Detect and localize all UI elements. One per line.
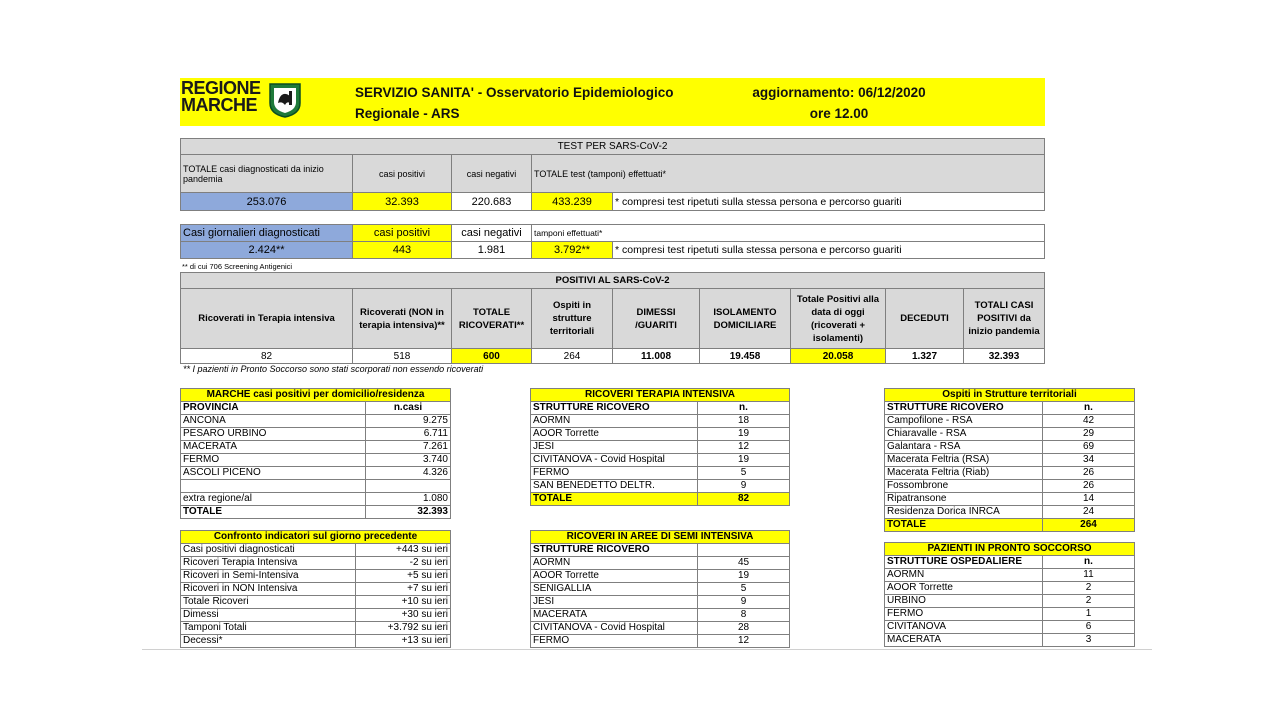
confronto-row <box>181 635 451 648</box>
intensiva-row-value: 19 <box>698 454 790 467</box>
ospiti-row-value: 29 <box>1043 428 1135 441</box>
province-row-value: 1.080 <box>366 493 451 506</box>
intensiva-title: RICOVERI TERAPIA INTENSIVA <box>531 389 790 402</box>
province-total-label: TOTALE <box>181 506 366 519</box>
semi-row <box>531 635 790 648</box>
intensiva-row-name: JESI <box>531 441 698 454</box>
ospiti-table <box>884 388 1135 532</box>
intensiva-total-label: TOTALE <box>531 493 698 506</box>
pos-value-non-intensiva: 518 <box>353 349 452 364</box>
pronto-title: PAZIENTI IN PRONTO SOCCORSO <box>885 543 1135 556</box>
intensiva-row-value: 12 <box>698 441 790 454</box>
semi-intensiva-table <box>530 530 790 648</box>
confronto-row <box>181 583 451 596</box>
pos-value-totale-positivi: 20.058 <box>791 349 886 364</box>
province-row-name: FERMO <box>181 454 366 467</box>
province-total-value: 32.393 <box>366 506 451 519</box>
province-header-value: n.casi <box>366 402 451 415</box>
semi-row-value: 28 <box>698 622 790 635</box>
intensiva-row-name: CIVITANOVA - Covid Hospital <box>531 454 698 467</box>
intensiva-row <box>531 415 790 428</box>
intensiva-row <box>531 467 790 480</box>
semi-header-name: STRUTTURE RICOVERO <box>531 544 698 557</box>
province-row-value: 7.261 <box>366 441 451 454</box>
intensiva-header-value: n. <box>698 402 790 415</box>
confronto-table <box>180 530 451 648</box>
ospiti-row <box>885 467 1135 480</box>
ospiti-row-value: 26 <box>1043 467 1135 480</box>
pos-header-isolamento: ISOLAMENTO DOMICILIARE <box>700 289 791 349</box>
confronto-row <box>181 570 451 583</box>
intensiva-header-name: STRUTTURE RICOVERO <box>531 402 698 415</box>
test-value-tamponi: 433.239 <box>532 193 613 211</box>
pronto-row-name: FERMO <box>885 608 1043 621</box>
confronto-row-value: +10 su ieri <box>356 596 451 609</box>
ospiti-total-value: 264 <box>1043 519 1135 532</box>
confronto-row-value: +5 su ieri <box>356 570 451 583</box>
page-bottom-divider <box>142 649 1152 650</box>
confronto-row-name: Ricoveri in NON Intensiva <box>181 583 356 596</box>
province-row <box>181 428 451 441</box>
intensiva-row-value: 19 <box>698 428 790 441</box>
confronto-row-name: Ricoveri Terapia Intensiva <box>181 557 356 570</box>
ospiti-row <box>885 454 1135 467</box>
ospiti-header-value: n. <box>1043 402 1135 415</box>
confronto-row <box>181 557 451 570</box>
daily-header-casi: Casi giornalieri diagnosticati <box>181 225 353 242</box>
pos-value-deceduti: 1.327 <box>886 349 964 364</box>
semi-row <box>531 557 790 570</box>
pos-value-totali-casi: 32.393 <box>964 349 1045 364</box>
intensiva-table <box>530 388 790 506</box>
update-time: ore 12.00 <box>809 106 869 121</box>
province-row-name: ASCOLI PICENO <box>181 467 366 480</box>
title-line-2: Regionale - ARS <box>355 106 460 121</box>
confronto-row <box>181 622 451 635</box>
confronto-row-name: Dimessi <box>181 609 356 622</box>
intensiva-row <box>531 480 790 493</box>
pos-value-intensiva: 82 <box>181 349 353 364</box>
confronto-row-value: +7 su ieri <box>356 583 451 596</box>
province-title: MARCHE casi positivi per domicilio/residenza <box>181 389 451 402</box>
pos-header-totale-ricoverati: TOTALE RICOVERATI** <box>452 289 532 349</box>
semi-row <box>531 570 790 583</box>
semi-row-value: 8 <box>698 609 790 622</box>
pos-value-isolamento: 19.458 <box>700 349 791 364</box>
confronto-row-value: +443 su ieri <box>356 544 451 557</box>
confronto-row <box>181 596 451 609</box>
positivi-title: POSITIVI AL SARS-CoV-2 <box>181 273 1045 289</box>
province-row-value: 6.711 <box>366 428 451 441</box>
ospiti-total-label: TOTALE <box>885 519 1043 532</box>
ospiti-row <box>885 493 1135 506</box>
pos-header-intensiva: Ricoverati in Terapia intensiva <box>181 289 353 349</box>
pronto-header-value: n. <box>1043 556 1135 569</box>
ospiti-row-value: 14 <box>1043 493 1135 506</box>
pronto-header-name: STRUTTURE OSPEDALIERE <box>885 556 1043 569</box>
ospiti-row-name: Galantara - RSA <box>885 441 1043 454</box>
province-row-name: MACERATA <box>181 441 366 454</box>
province-row-name <box>181 480 366 493</box>
semi-row <box>531 622 790 635</box>
update-timestamp <box>744 82 934 124</box>
logo-line-2: MARCHE <box>181 95 257 115</box>
intensiva-row-value: 9 <box>698 480 790 493</box>
intensiva-row-name: FERMO <box>531 467 698 480</box>
pronto-row <box>885 569 1135 582</box>
pronto-row-value: 1 <box>1043 608 1135 621</box>
intensiva-total-value: 82 <box>698 493 790 506</box>
intensiva-row <box>531 441 790 454</box>
pronto-row-name: MACERATA <box>885 634 1043 647</box>
update-date: aggiornamento: 06/12/2020 <box>752 85 926 100</box>
pronto-soccorso-table <box>884 542 1135 647</box>
daily-value-negativi: 1.981 <box>452 242 532 259</box>
pronto-row-name: URBINO <box>885 595 1043 608</box>
semi-row-name: AORMN <box>531 557 698 570</box>
intensiva-row <box>531 428 790 441</box>
title-line-1: SERVIZIO SANITA' - Osservatorio Epidemiologico <box>355 85 674 100</box>
test-header-negativi: casi negativi <box>452 155 532 193</box>
screening-footnote: ** di cui 706 Screening Antigenici <box>182 262 293 271</box>
confronto-row-name: Decessi* <box>181 635 356 648</box>
semi-row <box>531 609 790 622</box>
ospiti-row-name: Macerata Feltria (Riab) <box>885 467 1043 480</box>
intensiva-row-value: 18 <box>698 415 790 428</box>
test-header-tamponi: TOTALE test (tamponi) effettuati* <box>532 155 1045 193</box>
ospiti-row-value: 34 <box>1043 454 1135 467</box>
confronto-row-name: Totale Ricoveri <box>181 596 356 609</box>
semi-row-name: JESI <box>531 596 698 609</box>
ospiti-row <box>885 415 1135 428</box>
ospiti-row-value: 26 <box>1043 480 1135 493</box>
ospiti-row-name: Macerata Feltria (RSA) <box>885 454 1043 467</box>
pronto-row-value: 2 <box>1043 582 1135 595</box>
ospiti-row-value: 24 <box>1043 506 1135 519</box>
daily-header-tamponi: tamponi effettuati* <box>532 225 1045 242</box>
semi-row-value: 12 <box>698 635 790 648</box>
test-table-title: TEST PER SARS-CoV-2 <box>181 139 1045 155</box>
daily-header-positivi: casi positivi <box>353 225 452 242</box>
semi-row-name: AOOR Torrette <box>531 570 698 583</box>
ospiti-title: Ospiti in Strutture territoriali <box>885 389 1135 402</box>
pos-header-deceduti: DECEDUTI <box>886 289 964 349</box>
province-row-value <box>366 480 451 493</box>
pronto-soccorso-note: ** I pazienti in Pronto Soccorso sono stati scorporati non essendo ricoverati <box>183 364 484 374</box>
pronto-row-value: 3 <box>1043 634 1135 647</box>
semi-row <box>531 596 790 609</box>
test-value-totale: 253.076 <box>181 193 353 211</box>
daily-value-casi: 2.424** <box>181 242 353 259</box>
intensiva-row-value: 5 <box>698 467 790 480</box>
province-row <box>181 493 451 506</box>
ospiti-row <box>885 441 1135 454</box>
ospiti-row-name: Fossombrone <box>885 480 1043 493</box>
pos-header-dimessi: DIMESSI /GUARITI <box>613 289 700 349</box>
intensiva-row-name: SAN BENEDETTO DELTR. <box>531 480 698 493</box>
confronto-row-value: +30 su ieri <box>356 609 451 622</box>
ospiti-row <box>885 506 1135 519</box>
daily-header-negativi: casi negativi <box>452 225 532 242</box>
semi-row-name: CIVITANOVA - Covid Hospital <box>531 622 698 635</box>
pos-value-totale-ricoverati: 600 <box>452 349 532 364</box>
logo-line-1: REGIONE <box>181 78 261 98</box>
confronto-title: Confronto indicatori sul giorno precedente <box>181 531 451 544</box>
test-value-negativi: 220.683 <box>452 193 532 211</box>
semi-header-value <box>698 544 790 557</box>
ospiti-row-name: Campofilone - RSA <box>885 415 1043 428</box>
confronto-row-name: Casi positivi diagnosticati <box>181 544 356 557</box>
ospiti-row-value: 69 <box>1043 441 1135 454</box>
test-value-positivi: 32.393 <box>353 193 452 211</box>
test-header-positivi: casi positivi <box>353 155 452 193</box>
semi-row-value: 45 <box>698 557 790 570</box>
test-table <box>180 138 1045 211</box>
pronto-row-name: CIVITANOVA <box>885 621 1043 634</box>
province-row <box>181 415 451 428</box>
province-row-value: 3.740 <box>366 454 451 467</box>
pos-header-totali-casi: TOTALI CASI POSITIVI da inizio pandemia <box>964 289 1045 349</box>
daily-value-positivi: 443 <box>353 242 452 259</box>
ospiti-row <box>885 480 1135 493</box>
confronto-row-value: +13 su ieri <box>356 635 451 648</box>
semi-row-value: 9 <box>698 596 790 609</box>
daily-note: * compresi test ripetuti sulla stessa persona e percorso guariti <box>613 242 1045 259</box>
province-row-name: extra regione/al <box>181 493 366 506</box>
pos-value-ospiti: 264 <box>532 349 613 364</box>
semi-row <box>531 583 790 596</box>
pronto-row-value: 6 <box>1043 621 1135 634</box>
province-row <box>181 454 451 467</box>
ospiti-row-name: Chiaravalle - RSA <box>885 428 1043 441</box>
pronto-row-value: 11 <box>1043 569 1135 582</box>
ospiti-row-name: Ripatransone <box>885 493 1043 506</box>
confronto-row <box>181 609 451 622</box>
province-row-value: 4.326 <box>366 467 451 480</box>
pos-header-non-intensiva: Ricoverati (NON in terapia intensiva)** <box>353 289 452 349</box>
pronto-row <box>885 621 1135 634</box>
ospiti-row-name: Residenza Dorica INRCA <box>885 506 1043 519</box>
ospiti-row <box>885 428 1135 441</box>
intensiva-row-name: AOOR Torrette <box>531 428 698 441</box>
semi-row-value: 19 <box>698 570 790 583</box>
positivi-table <box>180 272 1045 364</box>
semi-title: RICOVERI IN AREE DI SEMI INTENSIVA <box>531 531 790 544</box>
semi-row-value: 5 <box>698 583 790 596</box>
pronto-row-name: AOOR Torrette <box>885 582 1043 595</box>
semi-row-name: MACERATA <box>531 609 698 622</box>
intensiva-row <box>531 454 790 467</box>
ospiti-row-value: 42 <box>1043 415 1135 428</box>
province-row <box>181 467 451 480</box>
pronto-row-name: AORMN <box>885 569 1043 582</box>
test-header-totale: TOTALE casi diagnosticati da inizio pandemia <box>181 155 353 193</box>
pronto-row <box>885 595 1135 608</box>
confronto-row-name: Tamponi Totali <box>181 622 356 635</box>
daily-value-tamponi: 3.792** <box>532 242 613 259</box>
confronto-row-value: +3.792 su ieri <box>356 622 451 635</box>
confronto-row <box>181 544 451 557</box>
test-note: * compresi test ripetuti sulla stessa persona e percorso guariti <box>613 193 1045 211</box>
semi-row-name: SENIGALLIA <box>531 583 698 596</box>
pronto-row <box>885 608 1135 621</box>
report-title <box>355 82 674 124</box>
pos-value-dimessi: 11.008 <box>613 349 700 364</box>
pronto-row-value: 2 <box>1043 595 1135 608</box>
region-logo-text <box>181 80 261 114</box>
pronto-row <box>885 582 1135 595</box>
daily-table <box>180 224 1045 259</box>
confronto-row-name: Ricoveri in Semi-Intensiva <box>181 570 356 583</box>
province-row-name: ANCONA <box>181 415 366 428</box>
province-row-value: 9.275 <box>366 415 451 428</box>
province-row <box>181 480 451 493</box>
province-header-name: PROVINCIA <box>181 402 366 415</box>
province-row-name: PESARO URBINO <box>181 428 366 441</box>
region-emblem-icon <box>266 81 304 119</box>
pronto-row <box>885 634 1135 647</box>
ospiti-header-name: STRUTTURE RICOVERO <box>885 402 1043 415</box>
confronto-row-value: -2 su ieri <box>356 557 451 570</box>
semi-row-name: FERMO <box>531 635 698 648</box>
province-row <box>181 441 451 454</box>
pos-header-totale-positivi: Totale Positivi alla data di oggi (ricoverati + isolamenti) <box>791 289 886 349</box>
pos-header-ospiti: Ospiti in strutture territoriali <box>532 289 613 349</box>
intensiva-row-name: AORMN <box>531 415 698 428</box>
province-table <box>180 388 451 519</box>
